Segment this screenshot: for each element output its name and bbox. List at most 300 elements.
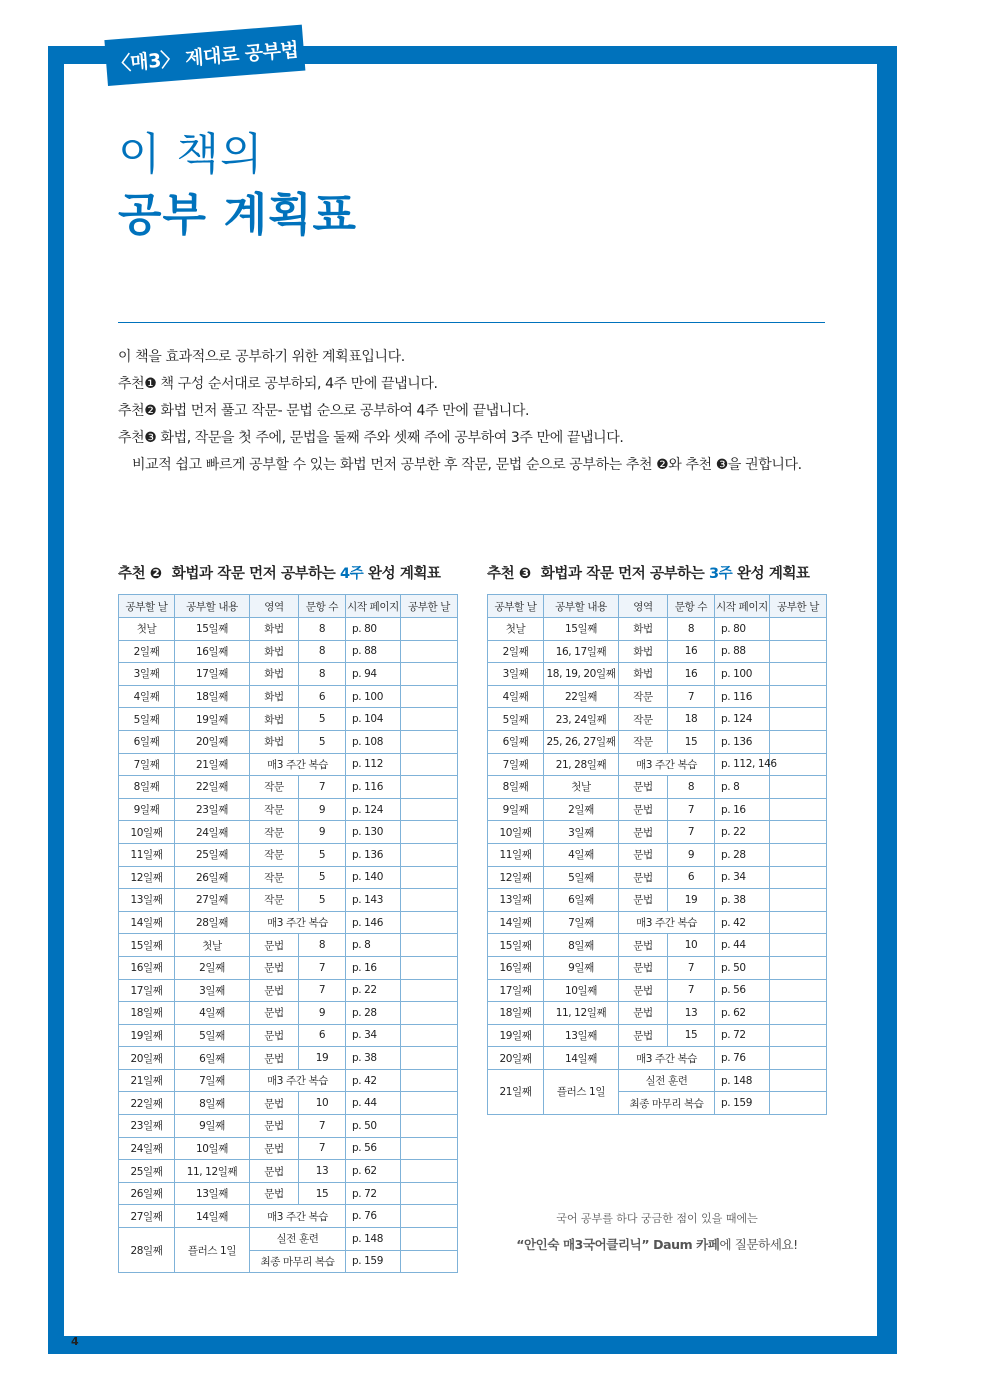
done-date-cell[interactable] (401, 663, 458, 686)
study-day-cell: 13일째 (119, 889, 175, 912)
start-page-cell: p. 8 (346, 934, 401, 957)
start-page-cell: p. 143 (346, 889, 401, 912)
start-page-cell: p. 50 (346, 1115, 401, 1138)
area-cell: 문법 (619, 776, 668, 799)
done-date-cell[interactable] (770, 798, 827, 821)
study-content-cell: 14일째 (175, 1205, 250, 1228)
done-date-cell[interactable] (770, 889, 827, 912)
done-date-cell[interactable] (401, 1182, 458, 1205)
question-count-cell: 10 (299, 1092, 346, 1115)
area-cell: 문법 (250, 934, 299, 957)
area-cell: 문법 (250, 1182, 299, 1205)
start-page-cell: p. 34 (346, 1024, 401, 1047)
plan3-title-prefix: 추천 ❸ (487, 566, 531, 582)
start-page-cell: p. 124 (346, 798, 401, 821)
study-content-cell: 22일째 (544, 685, 619, 708)
area-cell: 문법 (619, 1002, 668, 1025)
study-content-cell: 25, 26, 27일째 (544, 730, 619, 753)
study-day-cell: 21일째 (119, 1069, 175, 1092)
area-cell: 작문 (619, 708, 668, 731)
column-header: 공부한 날 (770, 595, 827, 618)
done-date-cell[interactable] (401, 1250, 458, 1273)
study-content-cell: 2일째 (175, 956, 250, 979)
done-date-cell[interactable] (401, 685, 458, 708)
area-cell: 문법 (619, 821, 668, 844)
study-content-cell: 14일째 (544, 1047, 619, 1070)
area-cell: 화법 (619, 640, 668, 663)
study-content-cell: 5일째 (544, 866, 619, 889)
area-cell: 문법 (619, 1024, 668, 1047)
intro-line: 추천❶ 책 구성 순서대로 공부하되, 4주 만에 끝냅니다. (118, 376, 438, 392)
table-row (488, 934, 827, 957)
area-cell: 문법 (250, 1137, 299, 1160)
done-date-cell[interactable] (770, 821, 827, 844)
table-row (119, 1137, 458, 1160)
table-row (488, 1024, 827, 1047)
start-page-cell: p. 116 (346, 776, 401, 799)
question-count-cell: 6 (668, 866, 715, 889)
question-count-cell: 7 (668, 685, 715, 708)
start-page-cell: p. 148 (715, 1069, 770, 1092)
question-count-cell: 7 (668, 956, 715, 979)
study-day-cell: 12일째 (119, 866, 175, 889)
start-page-cell: p. 56 (346, 1137, 401, 1160)
study-day-cell: 6일째 (488, 730, 544, 753)
done-date-cell[interactable] (770, 640, 827, 663)
question-count-cell: 15 (299, 1182, 346, 1205)
start-page-cell: p. 124 (715, 708, 770, 731)
question-count-cell: 7 (299, 956, 346, 979)
area-cell: 매3 주간 복습 (619, 1047, 715, 1070)
table-row (488, 1002, 827, 1025)
plan2-table (118, 594, 458, 1273)
study-day-cell: 22일째 (119, 1092, 175, 1115)
study-content-cell: 16일째 (175, 640, 250, 663)
done-date-cell[interactable] (401, 776, 458, 799)
area-cell: 매3 주간 복습 (619, 753, 715, 776)
table-row (119, 1069, 458, 1092)
question-count-cell: 5 (299, 866, 346, 889)
table-row (488, 866, 827, 889)
area-cell: 화법 (619, 663, 668, 686)
done-date-cell[interactable] (401, 798, 458, 821)
start-page-cell: p. 38 (346, 1047, 401, 1070)
study-content-cell: 6일째 (544, 889, 619, 912)
start-page-cell: p. 44 (346, 1092, 401, 1115)
done-date-cell[interactable] (770, 843, 827, 866)
intro-line: 추천❸ 화법, 작문을 첫 주에, 문법을 둘째 주와 셋째 주에 공부하여 3주 만에 끝냅니다. (118, 430, 624, 446)
study-day-cell: 3일째 (488, 663, 544, 686)
done-date-cell[interactable] (401, 1137, 458, 1160)
question-count-cell: 8 (299, 618, 346, 641)
column-header: 문항 수 (299, 595, 346, 618)
question-count-cell: 15 (668, 730, 715, 753)
study-content-cell: 7일째 (175, 1069, 250, 1092)
plan2-title-suffix: 완성 계획표 (363, 566, 441, 582)
table-row (119, 730, 458, 753)
start-page-cell: p. 104 (346, 708, 401, 731)
study-day-cell: 24일째 (119, 1137, 175, 1160)
question-count-cell: 8 (668, 776, 715, 799)
start-page-cell: p. 62 (346, 1160, 401, 1183)
study-day-cell: 28일째 (119, 1228, 175, 1273)
done-date-cell[interactable] (401, 1069, 458, 1092)
area-cell: 작문 (250, 866, 299, 889)
question-count-cell: 16 (668, 640, 715, 663)
done-date-cell[interactable] (401, 1002, 458, 1025)
table-row (488, 753, 827, 776)
start-page-cell: p. 72 (715, 1024, 770, 1047)
question-count-cell: 5 (299, 843, 346, 866)
done-date-cell[interactable] (770, 911, 827, 934)
area-cell: 문법 (250, 979, 299, 1002)
study-content-cell: 첫날 (544, 776, 619, 799)
table-row (119, 843, 458, 866)
start-page-cell: p. 42 (715, 911, 770, 934)
area-cell: 화법 (250, 685, 299, 708)
question-count-cell: 7 (299, 1115, 346, 1138)
area-cell: 문법 (619, 798, 668, 821)
table-row (119, 708, 458, 731)
study-day-cell: 19일째 (488, 1024, 544, 1047)
done-date-cell[interactable] (770, 753, 827, 776)
done-date-cell[interactable] (770, 1047, 827, 1070)
done-date-cell[interactable] (401, 866, 458, 889)
done-date-cell[interactable] (401, 889, 458, 912)
done-date-cell[interactable] (401, 979, 458, 1002)
done-date-cell[interactable] (401, 843, 458, 866)
area-cell: 작문 (250, 843, 299, 866)
area-cell: 문법 (619, 889, 668, 912)
done-date-cell[interactable] (401, 753, 458, 776)
area-cell: 화법 (619, 618, 668, 641)
start-page-cell: p. 34 (715, 866, 770, 889)
done-date-cell[interactable] (401, 708, 458, 731)
done-date-cell[interactable] (770, 618, 827, 641)
table-row (119, 1182, 458, 1205)
study-content-cell: 8일째 (544, 934, 619, 957)
table-row (488, 618, 827, 641)
plan3-title (487, 562, 810, 583)
plan3-title-text: 화법과 작문 먼저 공부하는 (540, 566, 710, 582)
footer-note-suffix: 에 질문하세요! (719, 1237, 798, 1252)
area-cell: 매3 주간 복습 (250, 753, 346, 776)
study-day-cell: 8일째 (119, 776, 175, 799)
study-content-cell: 4일째 (175, 1002, 250, 1025)
area-cell: 작문 (619, 685, 668, 708)
column-header: 영역 (250, 595, 299, 618)
intro-line: 추천❷ 화법 먼저 풀고 작문- 문법 순으로 공부하여 4주 만에 끝냅니다. (118, 403, 530, 419)
study-day-cell: 25일째 (119, 1160, 175, 1183)
section-tag: 〈매3〉 제대로 공부법 (104, 25, 305, 86)
area-cell: 매3 주간 복습 (619, 911, 715, 934)
start-page-cell: p. 42 (346, 1069, 401, 1092)
start-page-cell: p. 72 (346, 1182, 401, 1205)
start-page-cell: p. 108 (346, 730, 401, 753)
start-page-cell: p. 50 (715, 956, 770, 979)
question-count-cell: 6 (299, 685, 346, 708)
table-row (488, 685, 827, 708)
done-date-cell[interactable] (770, 934, 827, 957)
done-date-cell[interactable] (401, 1160, 458, 1183)
table-row (119, 1160, 458, 1183)
start-page-cell: p. 136 (346, 843, 401, 866)
done-date-cell[interactable] (401, 821, 458, 844)
study-day-cell: 16일째 (119, 956, 175, 979)
column-header: 공부할 날 (119, 595, 175, 618)
study-content-cell: 9일째 (175, 1115, 250, 1138)
done-date-cell[interactable] (770, 776, 827, 799)
table-row (488, 730, 827, 753)
done-date-cell[interactable] (770, 866, 827, 889)
area-cell: 실전 훈련 (619, 1069, 715, 1092)
study-content-cell: 20일째 (175, 730, 250, 753)
study-content-cell: 15일째 (544, 618, 619, 641)
question-count-cell: 13 (299, 1160, 346, 1183)
column-header: 영역 (619, 595, 668, 618)
footer-note: 국어 공부를 하다 궁금한 점이 있을 때에는 (556, 1212, 758, 1225)
question-count-cell: 13 (668, 1002, 715, 1025)
study-content-cell: 플러스 1일 (544, 1069, 619, 1114)
page-number: 4 (71, 1335, 79, 1348)
start-page-cell: p. 56 (715, 979, 770, 1002)
question-count-cell: 9 (299, 821, 346, 844)
area-cell: 작문 (250, 821, 299, 844)
table-row (119, 956, 458, 979)
start-page-cell: p. 148 (346, 1228, 401, 1251)
done-date-cell[interactable] (770, 708, 827, 731)
area-cell: 문법 (619, 979, 668, 1002)
table-row (119, 934, 458, 957)
study-content-cell: 22일째 (175, 776, 250, 799)
question-count-cell: 8 (299, 640, 346, 663)
study-day-cell: 20일째 (488, 1047, 544, 1070)
table-row (119, 1115, 458, 1138)
study-content-cell: 25일째 (175, 843, 250, 866)
area-cell: 문법 (619, 956, 668, 979)
study-content-cell: 13일째 (544, 1024, 619, 1047)
table-row (488, 798, 827, 821)
study-content-cell: 17일째 (175, 663, 250, 686)
study-content-cell: 15일째 (175, 618, 250, 641)
start-page-cell: p. 88 (715, 640, 770, 663)
area-cell: 작문 (250, 798, 299, 821)
table-row (119, 753, 458, 776)
done-date-cell[interactable] (401, 1047, 458, 1070)
question-count-cell: 5 (299, 708, 346, 731)
study-content-cell: 11, 12일째 (175, 1160, 250, 1183)
start-page-cell: p. 22 (715, 821, 770, 844)
area-cell: 실전 훈련 (250, 1228, 346, 1251)
study-content-cell: 6일째 (175, 1047, 250, 1070)
study-day-cell: 15일째 (488, 934, 544, 957)
done-date-cell[interactable] (770, 1024, 827, 1047)
study-content-cell: 18, 19, 20일째 (544, 663, 619, 686)
study-content-cell: 28일째 (175, 911, 250, 934)
start-page-cell: p. 38 (715, 889, 770, 912)
done-date-cell[interactable] (770, 663, 827, 686)
study-day-cell: 10일째 (119, 821, 175, 844)
table-row (488, 979, 827, 1002)
done-date-cell[interactable] (401, 934, 458, 957)
study-day-cell: 12일째 (488, 866, 544, 889)
start-page-cell: p. 112 (346, 753, 401, 776)
area-cell: 작문 (250, 776, 299, 799)
start-page-cell: p. 116 (715, 685, 770, 708)
done-date-cell[interactable] (401, 1092, 458, 1115)
table-row (488, 1069, 827, 1092)
done-date-cell[interactable] (770, 956, 827, 979)
study-content-cell: 23, 24일째 (544, 708, 619, 731)
question-count-cell: 8 (299, 934, 346, 957)
study-day-cell: 8일째 (488, 776, 544, 799)
done-date-cell[interactable] (770, 1092, 827, 1115)
start-page-cell: p. 94 (346, 663, 401, 686)
start-page-cell: p. 62 (715, 1002, 770, 1025)
start-page-cell: p. 80 (346, 618, 401, 641)
study-day-cell: 7일째 (119, 753, 175, 776)
area-cell: 매3 주간 복습 (250, 911, 346, 934)
done-date-cell[interactable] (401, 1205, 458, 1228)
study-day-cell: 5일째 (488, 708, 544, 731)
study-content-cell: 9일째 (544, 956, 619, 979)
table-row (488, 663, 827, 686)
table-row (119, 1047, 458, 1070)
study-day-cell: 21일째 (488, 1069, 544, 1114)
study-day-cell: 4일째 (488, 685, 544, 708)
area-cell: 화법 (250, 663, 299, 686)
area-cell: 작문 (250, 889, 299, 912)
frame-right (877, 46, 897, 1354)
area-cell: 문법 (250, 1092, 299, 1115)
area-cell: 문법 (250, 956, 299, 979)
start-page-cell: p. 100 (715, 663, 770, 686)
table-row (119, 618, 458, 641)
question-count-cell: 19 (299, 1047, 346, 1070)
question-count-cell: 5 (299, 730, 346, 753)
footer-cafe-note (487, 1235, 827, 1253)
study-day-cell: 17일째 (488, 979, 544, 1002)
done-date-cell[interactable] (770, 979, 827, 1002)
area-cell: 매3 주간 복습 (250, 1069, 346, 1092)
done-date-cell[interactable] (770, 685, 827, 708)
study-day-cell: 17일째 (119, 979, 175, 1002)
study-content-cell: 4일째 (544, 843, 619, 866)
table-row (119, 821, 458, 844)
study-content-cell: 플러스 1일 (175, 1228, 250, 1273)
question-count-cell: 8 (299, 663, 346, 686)
table-header-row (488, 595, 827, 618)
start-page-cell: p. 22 (346, 979, 401, 1002)
study-day-cell: 4일째 (119, 685, 175, 708)
start-page-cell: p. 112, 146 (715, 753, 770, 776)
title-divider (118, 322, 825, 323)
table-row (119, 1092, 458, 1115)
table-row (119, 979, 458, 1002)
plan3-title-highlight: 3주 (709, 566, 733, 582)
area-cell: 문법 (250, 1047, 299, 1070)
table-row (119, 1002, 458, 1025)
start-page-cell: p. 88 (346, 640, 401, 663)
column-header: 공부할 내용 (544, 595, 619, 618)
study-day-cell: 18일째 (119, 1002, 175, 1025)
start-page-cell: p. 100 (346, 685, 401, 708)
question-count-cell: 5 (299, 889, 346, 912)
table-row (488, 956, 827, 979)
done-date-cell[interactable] (770, 1002, 827, 1025)
start-page-cell: p. 28 (715, 843, 770, 866)
study-day-cell: 23일째 (119, 1115, 175, 1138)
study-content-cell: 21, 28일째 (544, 753, 619, 776)
done-date-cell[interactable] (401, 618, 458, 641)
done-date-cell[interactable] (770, 730, 827, 753)
table-row (119, 1228, 458, 1251)
study-content-cell: 10일째 (544, 979, 619, 1002)
done-date-cell[interactable] (401, 730, 458, 753)
done-date-cell[interactable] (770, 1069, 827, 1092)
table-row (488, 640, 827, 663)
plan2-title-prefix: 추천 ❷ (118, 566, 162, 582)
study-content-cell: 8일째 (175, 1092, 250, 1115)
study-day-cell: 27일째 (119, 1205, 175, 1228)
area-cell: 문법 (250, 1160, 299, 1183)
study-content-cell: 24일째 (175, 821, 250, 844)
column-header: 시작 페이지 (346, 595, 401, 618)
done-date-cell[interactable] (401, 911, 458, 934)
area-cell: 화법 (250, 730, 299, 753)
done-date-cell[interactable] (401, 1115, 458, 1138)
study-day-cell: 14일째 (488, 911, 544, 934)
column-header: 공부할 날 (488, 595, 544, 618)
question-count-cell: 8 (668, 618, 715, 641)
study-day-cell: 13일째 (488, 889, 544, 912)
study-content-cell: 7일째 (544, 911, 619, 934)
start-page-cell: p. 16 (346, 956, 401, 979)
study-day-cell: 첫날 (488, 618, 544, 641)
question-count-cell: 7 (299, 979, 346, 1002)
area-cell: 문법 (619, 866, 668, 889)
area-cell: 문법 (250, 1024, 299, 1047)
question-count-cell: 7 (668, 798, 715, 821)
question-count-cell: 7 (299, 776, 346, 799)
study-day-cell: 2일째 (488, 640, 544, 663)
table-row (488, 889, 827, 912)
intro-line: 이 책을 효과적으로 공부하기 위한 계획표입니다. (118, 349, 405, 365)
area-cell: 작문 (619, 730, 668, 753)
done-date-cell[interactable] (401, 1024, 458, 1047)
done-date-cell[interactable] (401, 640, 458, 663)
study-day-cell: 18일째 (488, 1002, 544, 1025)
done-date-cell[interactable] (401, 956, 458, 979)
area-cell: 최종 마무리 복습 (619, 1092, 715, 1115)
column-header: 공부할 내용 (175, 595, 250, 618)
question-count-cell: 9 (299, 798, 346, 821)
page-title-line1: 이 책의 (118, 129, 264, 180)
study-day-cell: 14일째 (119, 911, 175, 934)
start-page-cell: p. 44 (715, 934, 770, 957)
done-date-cell[interactable] (401, 1228, 458, 1251)
study-day-cell: 9일째 (119, 798, 175, 821)
question-count-cell: 7 (299, 1137, 346, 1160)
study-content-cell: 13일째 (175, 1182, 250, 1205)
start-page-cell: p. 159 (715, 1092, 770, 1115)
frame-bottom (48, 1336, 897, 1354)
start-page-cell: p. 159 (346, 1250, 401, 1273)
plan2-title-highlight: 4주 (340, 566, 364, 582)
question-count-cell: 10 (668, 934, 715, 957)
area-cell: 매3 주간 복습 (250, 1205, 346, 1228)
table-row (119, 798, 458, 821)
